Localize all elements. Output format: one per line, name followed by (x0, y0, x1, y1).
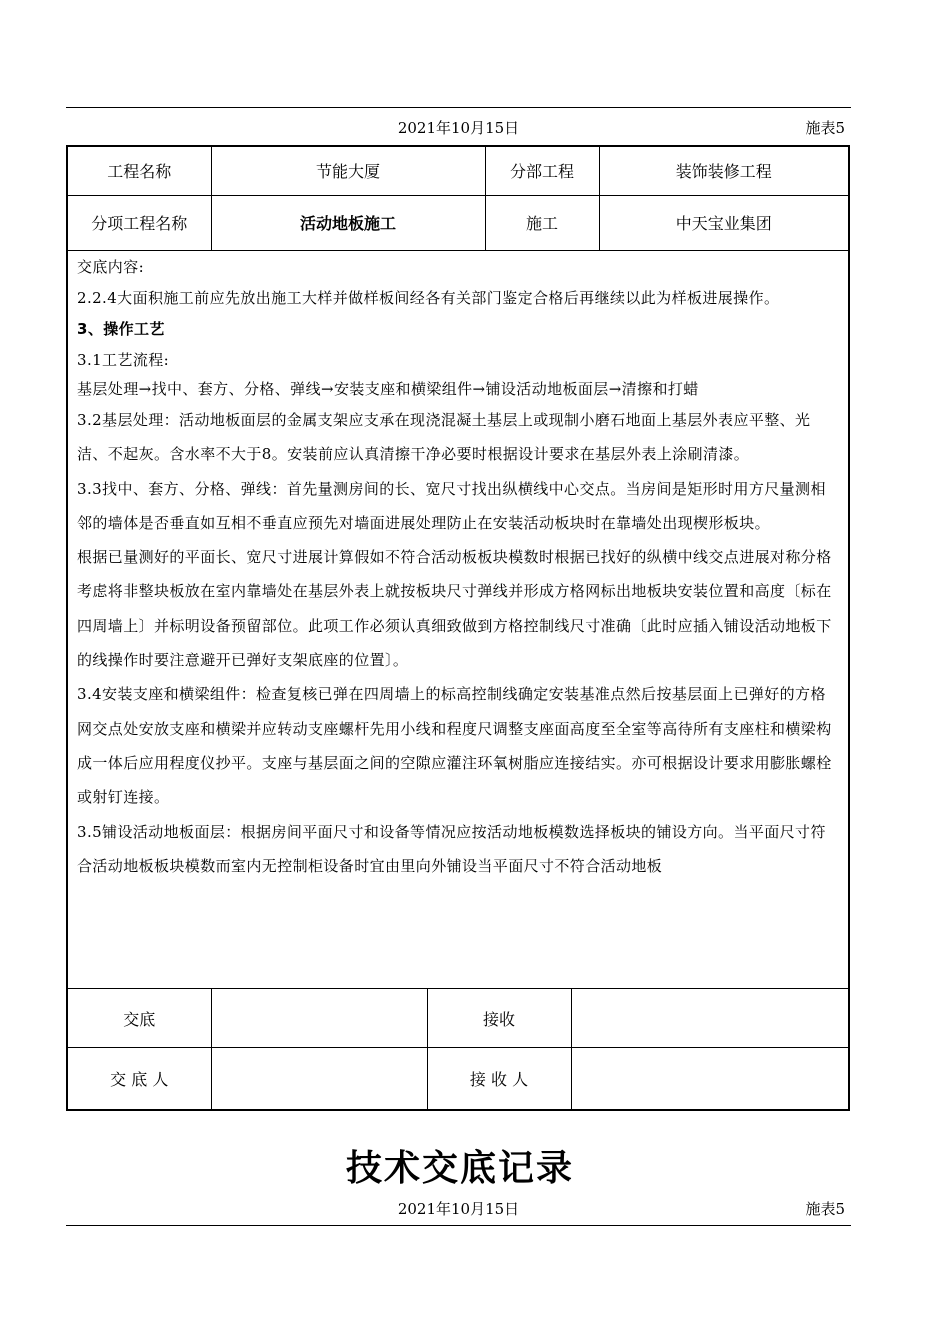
section-heading-3: 3、操作工艺 (77, 320, 165, 338)
handover-field[interactable] (211, 989, 427, 1048)
date-text-2: 2021年10月15日 (397, 1200, 520, 1218)
receive-label: 接收 (427, 989, 571, 1048)
project-name-label: 工程名称 (68, 147, 211, 195)
paragraph-3-4: 3.4安装支座和横梁组件：检查复核已弹在四周墙上的标高控制线确定安装基准点然后按基层面上已弹好的方格网交点处安放支座和横梁并应转动支座螺杆先用小线和程度尺调整支座面高度至全室等高待所有支座柱和横梁构成一体后应用程度仪抄平。支座与基层面之间的空隙应灌注环氧树脂应连接结实。亦可根据设计要求用膨胀螺栓或射钉连接。 (77, 685, 832, 807)
paragraph-3-3-continued: 根据已量测好的平面长、宽尺寸进展计算假如不符合活动板板块模数时根据已找好的纵横中线交点进展对称分格考虑将非整块板放在室内靠墙处在基层外表上就按板块尺寸弹线并形成方格网标出地板块安装位置和高度〔标在四周墙上〕并标明设备预留部位。此项工作必须认真细致做到方格控制线尺寸准确〔此时应插入铺设活动地板下的线操作时要注意避开已弹好支架底座的位置〕。 (77, 548, 832, 670)
paragraph-3-1: 3.1工艺流程: (77, 351, 170, 369)
top-rule (66, 107, 851, 108)
disclosure-content (77, 252, 839, 988)
paragraph-2-2-4: 2.2.4大面积施工前应先放出施工大样并做样板间经各有关部门鉴定合格后再继续以此为样板进展操作。 (77, 289, 780, 307)
bottom-rule (66, 1225, 851, 1226)
date-line-2 (66, 1198, 851, 1218)
handover-person-label: 交 底 人 (68, 1048, 211, 1110)
form-number: 施表5 (805, 119, 845, 137)
receiver-label: 接 收 人 (427, 1048, 571, 1110)
paragraph-3-2: 3.2基层处理：活动地板面层的金属支架应支承在现浇混凝土基层上或现制小磨石地面上基层外表应平整、光洁、不起灰。含水率不大于8。安装前应认真清擦干净必要时根据设计要求在基层外表上涂刷清漆。 (77, 411, 811, 464)
info-table (68, 147, 848, 251)
process-flow: 基层处理→找中、套方、分格、弹线→安装支座和横梁组件→铺设活动地板面层→清擦和打蜡 (77, 380, 699, 398)
date-text: 2021年10月15日 (397, 119, 520, 137)
document-title: 技术交底记录 (345, 1148, 574, 1189)
handover-label: 交底 (68, 989, 211, 1048)
project-name-value: 节能大厦 (211, 147, 485, 195)
disclosure-form (66, 145, 850, 1111)
contractor-label: 施工 (485, 195, 599, 250)
division-label: 分部工程 (485, 147, 599, 195)
subitem-value: 活动地板施工 (211, 195, 485, 250)
date-line (66, 117, 851, 137)
signature-table (68, 988, 848, 1110)
handover-person-field[interactable] (211, 1048, 427, 1110)
paragraph-3-3: 3.3找中、套方、分格、弹线：首先量测房间的长、宽尺寸找出纵横线中心交点。当房间是矩形时用方尺量测相邻的墙体是否垂直如互相不垂直应预先对墙面进展处理防止在安装活动板块时在靠墙处出现楔形板块。 (77, 479, 826, 532)
division-value: 装饰装修工程 (599, 147, 848, 195)
form-number-2: 施表5 (805, 1200, 845, 1218)
contractor-value: 中天宝业集团 (599, 195, 848, 250)
receive-field[interactable] (571, 989, 848, 1048)
paragraph-3-5: 3.5铺设活动地板面层：根据房间平面尺寸和设备等情况应按活动地板模数选择板块的铺设方向。当平面尺寸符合活动地板板块模数而室内无控制柜设备时宜由里向外铺设当平面尺寸不符合活动地板 (77, 822, 826, 875)
subitem-label: 分项工程名称 (68, 195, 211, 250)
content-label: 交底内容: (77, 258, 145, 276)
receiver-field[interactable] (571, 1048, 848, 1110)
